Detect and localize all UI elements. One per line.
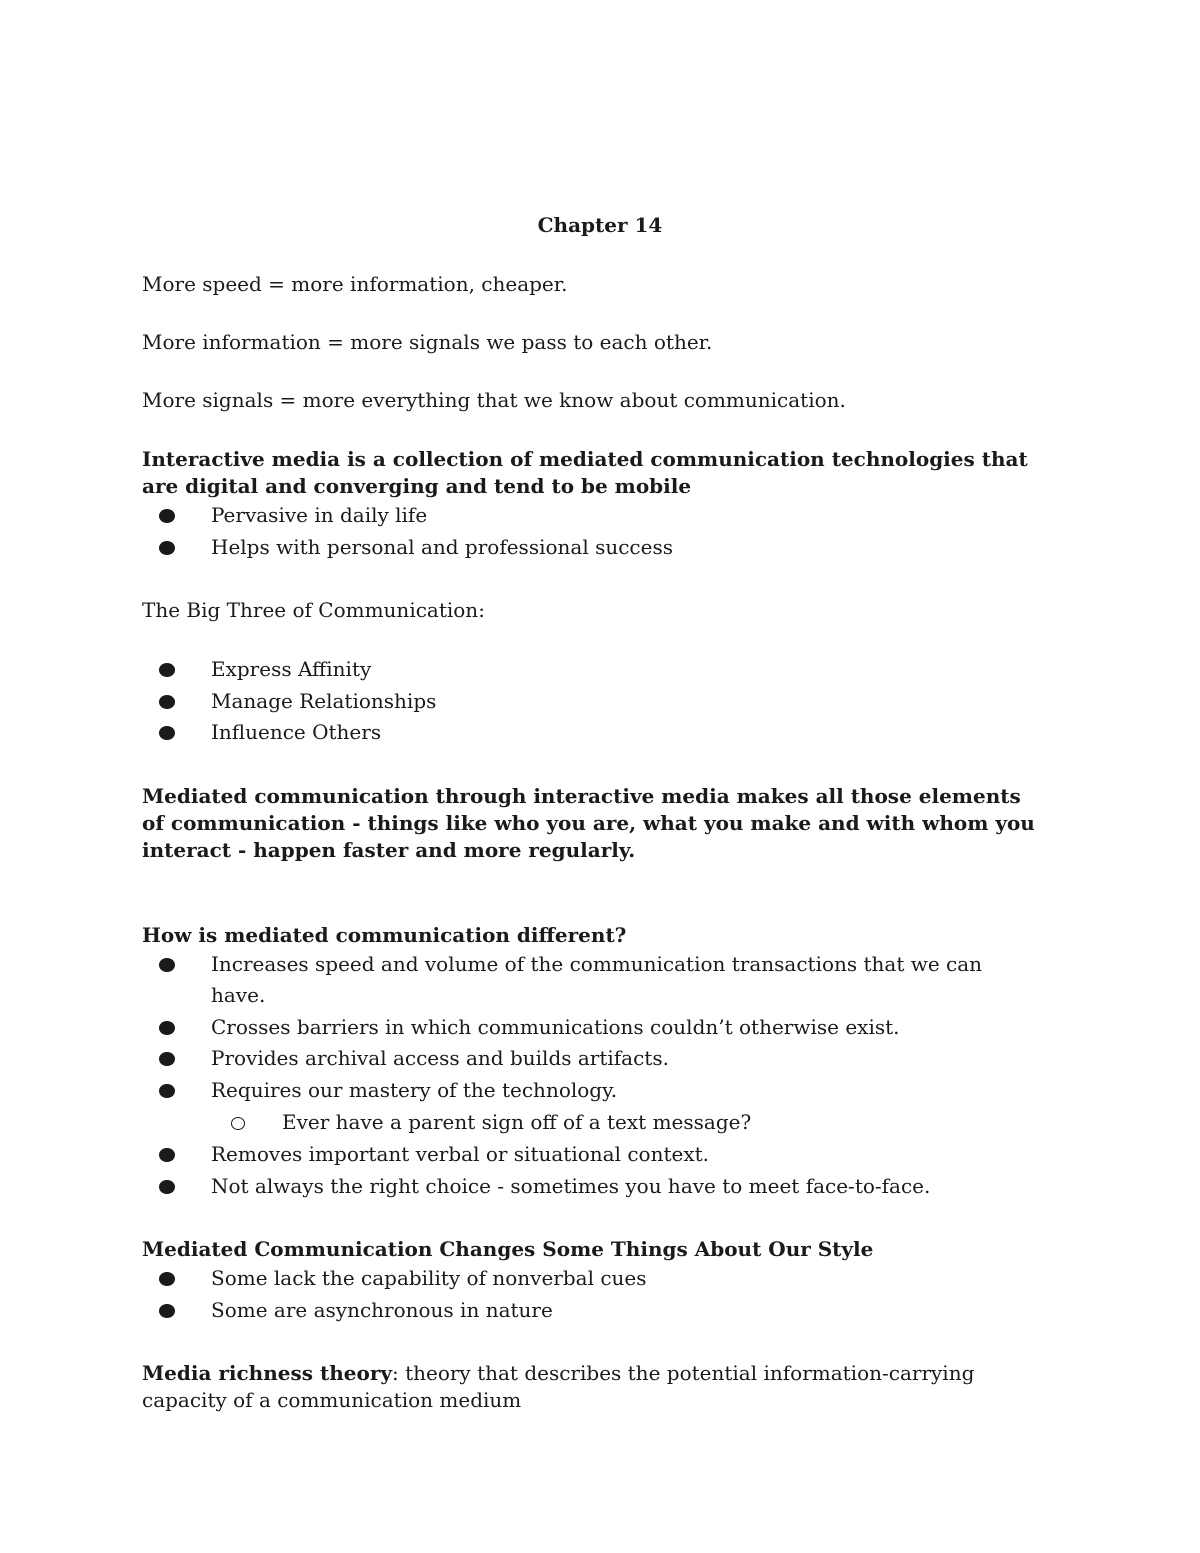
interactive-media-list bbox=[142, 500, 1042, 563]
bullet-icon bbox=[159, 541, 175, 555]
list-item: Pervasive in daily life bbox=[142, 500, 1042, 532]
style-changes-heading: Mediated Communication Changes Some Things About Our Style bbox=[142, 1237, 874, 1261]
media-richness-term: Media richness theory bbox=[142, 1361, 392, 1385]
bullet-icon bbox=[159, 695, 175, 709]
hollow-bullet-icon bbox=[231, 1117, 245, 1130]
list-item: Manage Relationships bbox=[142, 686, 1042, 718]
bullet-icon bbox=[159, 1021, 175, 1035]
bullet-icon bbox=[159, 663, 175, 677]
media-richness-text: : theory that describes the potential information-carrying capacity of a communication medium bbox=[142, 1361, 975, 1412]
list-item: Requires our mastery of the technology. bbox=[142, 1075, 1042, 1107]
information-line: More information = more signals we pass to each other. bbox=[142, 330, 713, 354]
list-item: Not always the right choice - sometimes you have to meet face-to-face. bbox=[142, 1171, 1042, 1203]
big-three-label: The Big Three of Communication: bbox=[142, 598, 485, 622]
list-item: Removes important verbal or situational context. bbox=[142, 1139, 1042, 1171]
list-item: Increases speed and volume of the communication transactions that we can have. bbox=[142, 949, 1042, 1012]
bullet-icon bbox=[159, 958, 175, 972]
mediated-communication-paragraph: Mediated communication through interactive media makes all those elements of communication - things like who you are, what you make and with whom you interact - happen faster and more regularly. bbox=[142, 783, 1035, 862]
sub-list-item: Ever have a parent sign off of a text message? bbox=[142, 1106, 1042, 1139]
list-item: Some lack the capability of nonverbal cues bbox=[142, 1263, 1042, 1295]
how-different-list bbox=[142, 949, 1042, 1203]
how-different-heading: How is mediated communication different? bbox=[142, 922, 627, 947]
style-changes-list bbox=[142, 1263, 1042, 1326]
interactive-media-heading: Interactive media is a collection of mediated communication technologies that are digital and converging and tend to be mobile bbox=[142, 447, 1028, 498]
signals-line: More signals = more everything that we know about communication. bbox=[142, 388, 846, 412]
big-three-list bbox=[142, 654, 1042, 749]
bullet-icon bbox=[159, 1052, 175, 1066]
speed-line: More speed = more information, cheaper. bbox=[142, 272, 568, 296]
list-item: Helps with personal and professional success bbox=[142, 532, 1042, 564]
media-richness-definition bbox=[142, 1360, 1042, 1414]
bullet-icon bbox=[159, 1148, 175, 1162]
bullet-icon bbox=[159, 1272, 175, 1286]
list-item: Express Affinity bbox=[142, 654, 1042, 686]
bullet-icon bbox=[159, 509, 175, 523]
list-item: Influence Others bbox=[142, 717, 1042, 749]
page-title: Chapter 14 bbox=[537, 213, 663, 237]
list-item: Provides archival access and builds artifacts. bbox=[142, 1043, 1042, 1075]
list-item: Crosses barriers in which communications couldn’t otherwise exist. bbox=[142, 1012, 1042, 1044]
bullet-icon bbox=[159, 1084, 175, 1098]
list-item: Some are asynchronous in nature bbox=[142, 1295, 1042, 1327]
bullet-icon bbox=[159, 1180, 175, 1194]
document-body bbox=[142, 212, 1042, 1414]
bullet-icon bbox=[159, 726, 175, 740]
bullet-icon bbox=[159, 1304, 175, 1318]
